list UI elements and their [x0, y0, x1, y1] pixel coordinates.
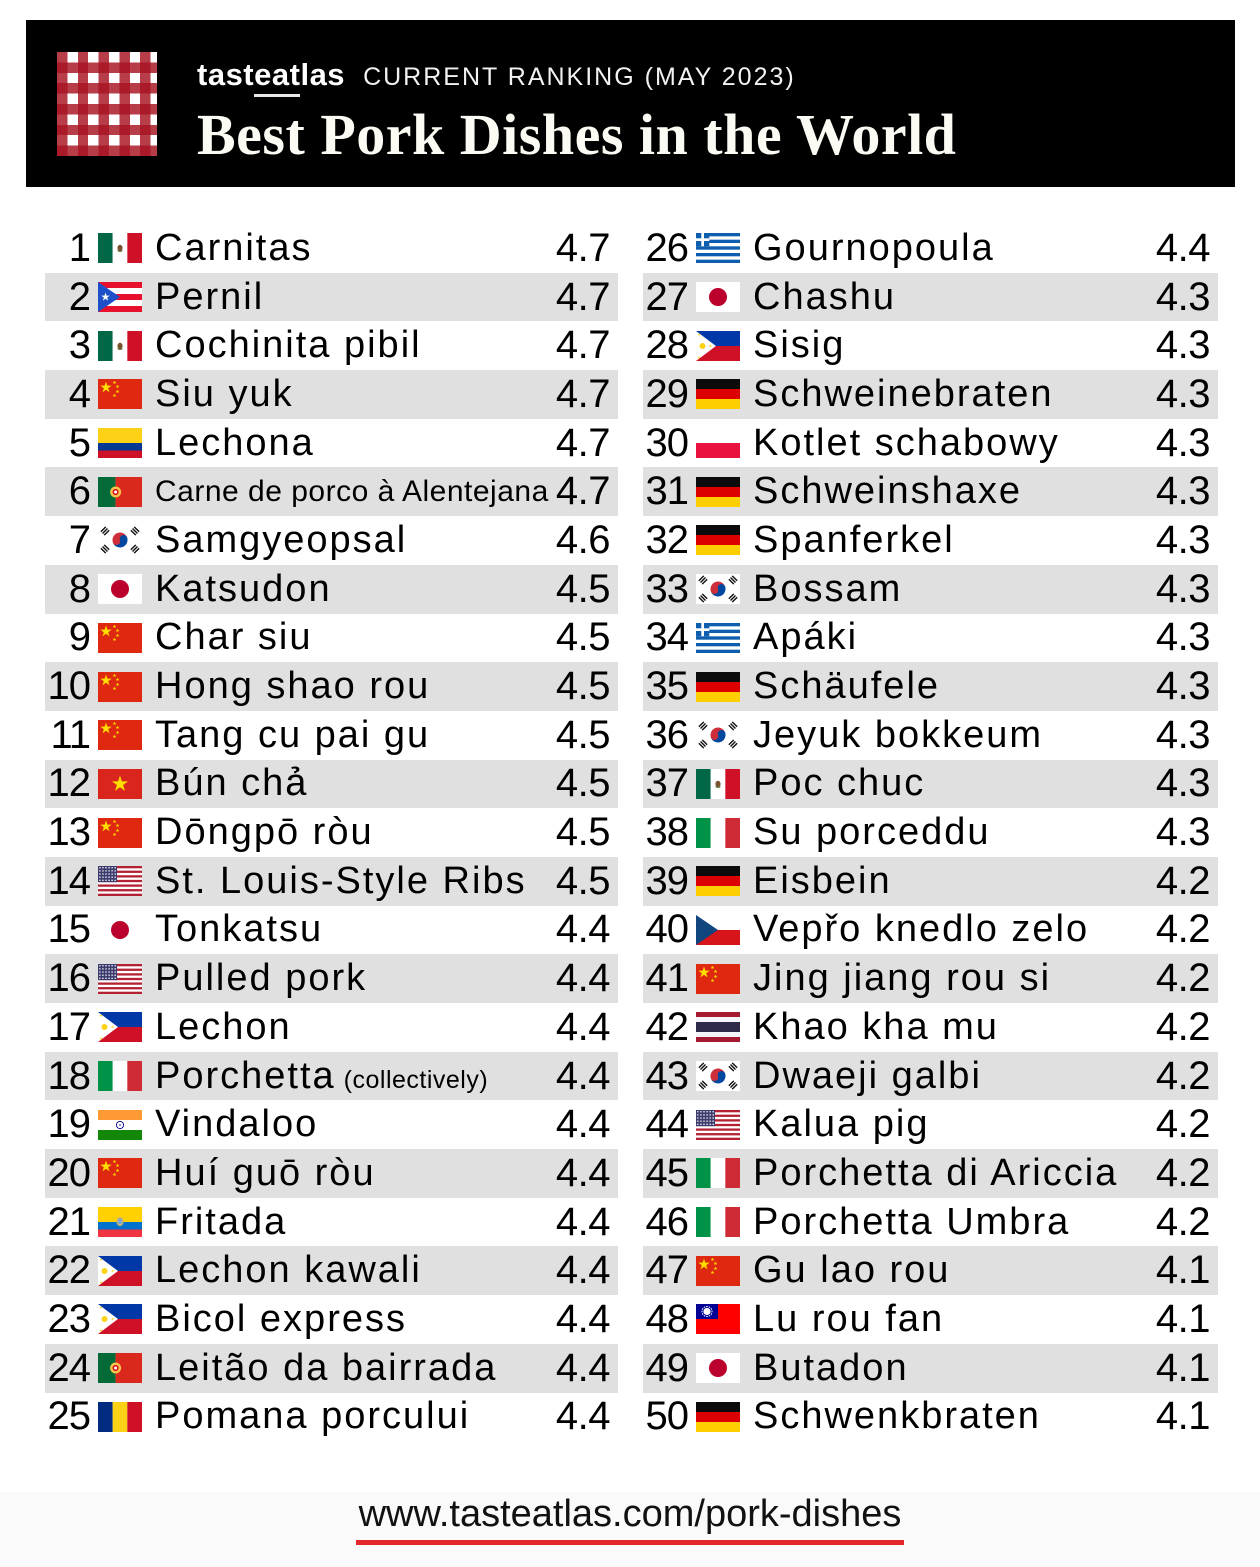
list-item [643, 1003, 1218, 1052]
rating-value: 4.3 [1155, 517, 1210, 562]
list-item [45, 711, 618, 760]
rating-value: 4.6 [555, 517, 610, 562]
dish-name: Khao kha mu [753, 1005, 999, 1048]
mexico-flag-icon [694, 769, 742, 799]
rank-label: 47 [645, 1248, 688, 1293]
rating-value: 4.4 [555, 956, 610, 1001]
rank-label: 37 [645, 761, 688, 806]
list-item [643, 1198, 1218, 1247]
rating-value: 4.7 [555, 371, 610, 416]
rank-label: 10 [47, 664, 90, 709]
dish-name: Siu yuk [155, 372, 294, 415]
italy-flag-icon [694, 818, 742, 848]
dish-name: Carne de porco à Alentejana [155, 474, 549, 508]
thailand-flag-icon [694, 1012, 742, 1042]
list-item [643, 565, 1218, 614]
rank-label: 15 [47, 907, 90, 952]
dish-name: Katsudon [155, 567, 332, 610]
rating-value: 4.7 [555, 323, 610, 368]
rank-label: 6 [68, 469, 90, 514]
rating-value: 4.2 [1155, 858, 1210, 903]
rating-value: 4.3 [1155, 615, 1210, 660]
list-item [643, 1246, 1218, 1295]
romania-flag-icon [96, 1402, 144, 1432]
list-item [45, 760, 618, 809]
dish-name: Hong shao rou [155, 665, 431, 708]
rank-label: 13 [47, 810, 90, 855]
dish-name-note: (collectively) [343, 1065, 489, 1094]
philippines-flag-icon [96, 1012, 144, 1042]
ranking-column-right [643, 224, 1218, 1441]
list-item [45, 614, 618, 663]
china-flag-icon [96, 818, 144, 848]
list-item [643, 273, 1218, 322]
rank-label: 30 [645, 420, 688, 465]
rank-label: 17 [47, 1004, 90, 1049]
dish-name: Bún chả [155, 762, 309, 805]
rank-label: 29 [645, 371, 688, 416]
rank-label: 42 [645, 1004, 688, 1049]
italy-flag-icon [694, 1207, 742, 1237]
czechia-flag-icon [694, 915, 742, 945]
list-item [643, 954, 1218, 1003]
dish-name: Porchetta Umbra [753, 1200, 1071, 1243]
list-item [45, 1100, 618, 1149]
list-item [45, 954, 618, 1003]
greece-flag-icon [694, 233, 742, 263]
rating-value: 4.4 [555, 1004, 610, 1049]
china-flag-icon [96, 1158, 144, 1188]
china-flag-icon [96, 720, 144, 750]
rating-value: 4.1 [1155, 1248, 1210, 1293]
rating-value: 4.5 [555, 761, 610, 806]
rating-value: 4.3 [1155, 274, 1210, 319]
philippines-flag-icon [96, 1304, 144, 1334]
list-item [643, 224, 1218, 273]
list-item [45, 1198, 618, 1247]
ranking-label: CURRENT RANKING (MAY 2023) [363, 63, 796, 91]
dish-name: Fritada [155, 1200, 288, 1243]
list-item [45, 321, 618, 370]
rank-label: 48 [645, 1296, 688, 1341]
rank-label: 43 [645, 1053, 688, 1098]
dish-name: Porchetta [155, 1054, 336, 1097]
rating-value: 4.4 [555, 1102, 610, 1147]
dish-name: Kotlet schabowy [753, 421, 1060, 464]
taiwan-flag-icon [694, 1304, 742, 1334]
dish-name: Bossam [753, 567, 903, 610]
usa-flag-icon [694, 1110, 742, 1140]
philippines-flag-icon [694, 331, 742, 361]
rating-value: 4.7 [555, 225, 610, 270]
dish-name: Sisig [753, 324, 846, 367]
rating-value: 4.5 [555, 615, 610, 660]
rank-label: 5 [68, 420, 90, 465]
url-underline [356, 1540, 904, 1545]
dish-name: Dōngpō ròu [155, 811, 374, 854]
list-item [45, 662, 618, 711]
rank-label: 16 [47, 956, 90, 1001]
list-item [643, 906, 1218, 955]
south-korea-flag-icon [694, 720, 742, 750]
rating-value: 4.2 [1155, 1102, 1210, 1147]
list-item [45, 1052, 618, 1101]
dish-name: Eisbein [753, 859, 892, 902]
dish-name: Pulled pork [155, 957, 368, 1000]
rating-value: 4.2 [1155, 1150, 1210, 1195]
rating-value: 4.4 [555, 1150, 610, 1195]
rank-label: 25 [47, 1394, 90, 1439]
list-item [643, 1149, 1218, 1198]
dish-name: Jing jiang rou si [753, 957, 1052, 1000]
rank-label: 50 [645, 1394, 688, 1439]
dish-name: Vepřo knedlo zelo [753, 908, 1090, 951]
rating-value: 4.7 [555, 469, 610, 514]
rank-label: 39 [645, 858, 688, 903]
dish-name: Tonkatsu [155, 908, 324, 951]
list-item [643, 1100, 1218, 1149]
dish-name: Chashu [753, 275, 896, 318]
rating-value: 4.2 [1155, 1004, 1210, 1049]
list-item [643, 662, 1218, 711]
list-item [45, 1246, 618, 1295]
list-item [45, 1344, 618, 1393]
germany-flag-icon [694, 525, 742, 555]
list-item [45, 565, 618, 614]
dish-name: Schweinshaxe [753, 470, 1023, 513]
rating-value: 4.5 [555, 712, 610, 757]
rating-value: 4.4 [555, 1394, 610, 1439]
page-title: Best Pork Dishes in the World [197, 102, 957, 167]
rank-label: 26 [645, 225, 688, 270]
rating-value: 4.4 [555, 1199, 610, 1244]
greece-flag-icon [694, 623, 742, 653]
rank-label: 45 [645, 1150, 688, 1195]
mexico-flag-icon [96, 233, 144, 263]
rating-value: 4.3 [1155, 469, 1210, 514]
dish-name: Gournopoula [753, 226, 995, 269]
rank-label: 9 [68, 615, 90, 660]
dish-name: Tang cu pai gu [155, 713, 431, 756]
rank-label: 19 [47, 1102, 90, 1147]
list-item [643, 760, 1218, 809]
rank-label: 31 [645, 469, 688, 514]
rank-label: 46 [645, 1199, 688, 1244]
rating-value: 4.1 [1155, 1296, 1210, 1341]
footer [0, 1492, 1260, 1567]
dish-name: St. Louis-Style Ribs [155, 859, 527, 902]
dish-name: Huí guō ròu [155, 1151, 376, 1194]
dish-name: Kalua pig [753, 1103, 930, 1146]
dish-name: Poc chuc [753, 762, 926, 805]
germany-flag-icon [694, 477, 742, 507]
usa-flag-icon [96, 964, 144, 994]
dish-name: Su porceddu [753, 811, 991, 854]
germany-flag-icon [694, 1402, 742, 1432]
rating-value: 4.2 [1155, 1053, 1210, 1098]
dish-name: Vindaloo [155, 1103, 319, 1146]
rank-label: 36 [645, 712, 688, 757]
dish-name: Spanferkel [753, 518, 955, 561]
list-item [643, 1052, 1218, 1101]
rating-value: 4.5 [555, 810, 610, 855]
list-item [45, 1003, 618, 1052]
dish-name: Bicol express [155, 1297, 407, 1340]
rating-value: 4.1 [1155, 1394, 1210, 1439]
rank-label: 27 [645, 274, 688, 319]
wordmark-part: tast [197, 57, 255, 92]
rating-value: 4.1 [1155, 1345, 1210, 1390]
tasteatlas-wordmark [197, 57, 345, 97]
rank-label: 12 [47, 761, 90, 806]
rating-value: 4.3 [1155, 566, 1210, 611]
rank-label: 32 [645, 517, 688, 562]
vietnam-flag-icon [96, 769, 144, 799]
colombia-flag-icon [96, 428, 144, 458]
list-item [643, 1393, 1218, 1442]
list-item [643, 711, 1218, 760]
list-item [45, 857, 618, 906]
rating-value: 4.5 [555, 858, 610, 903]
list-item [643, 614, 1218, 663]
rank-label: 14 [47, 858, 90, 903]
list-item [643, 419, 1218, 468]
dish-name: Apáki [753, 616, 859, 659]
dish-name: Butadon [753, 1346, 909, 1389]
rating-value: 4.4 [1155, 225, 1210, 270]
list-item [45, 273, 618, 322]
rating-value: 4.4 [555, 1248, 610, 1293]
list-item [45, 467, 618, 516]
south-korea-flag-icon [694, 574, 742, 604]
rank-label: 44 [645, 1102, 688, 1147]
rating-value: 4.2 [1155, 1199, 1210, 1244]
china-flag-icon [694, 1256, 742, 1286]
rank-label: 11 [50, 712, 90, 757]
list-item [45, 1393, 618, 1442]
list-item [643, 808, 1218, 857]
rank-label: 49 [645, 1345, 688, 1390]
portugal-flag-icon [96, 1353, 144, 1383]
list-item [643, 467, 1218, 516]
dish-name: Carnitas [155, 226, 313, 269]
philippines-flag-icon [96, 1256, 144, 1286]
list-item [643, 370, 1218, 419]
rank-label: 3 [68, 323, 90, 368]
ranking-column-left [45, 224, 618, 1441]
portugal-flag-icon [96, 477, 144, 507]
rating-value: 4.3 [1155, 761, 1210, 806]
rank-label: 7 [68, 517, 90, 562]
rating-value: 4.3 [1155, 664, 1210, 709]
dish-name: Lu rou fan [753, 1297, 945, 1340]
rank-label: 41 [645, 956, 688, 1001]
japan-flag-icon [96, 574, 144, 604]
south-korea-flag-icon [694, 1061, 742, 1091]
list-item [643, 1344, 1218, 1393]
wordmark-part: las [300, 57, 346, 92]
rating-value: 4.5 [555, 566, 610, 611]
list-item [45, 1295, 618, 1344]
rating-value: 4.4 [555, 1053, 610, 1098]
list-item [45, 224, 618, 273]
rating-value: 4.5 [555, 664, 610, 709]
dish-name: Pernil [155, 275, 265, 318]
germany-flag-icon [694, 866, 742, 896]
list-item [45, 516, 618, 565]
tasteatlas-logo [57, 52, 157, 156]
list-item [643, 1295, 1218, 1344]
list-item [45, 906, 618, 955]
china-flag-icon [96, 672, 144, 702]
dish-name: Leitão da bairrada [155, 1346, 498, 1389]
germany-flag-icon [694, 379, 742, 409]
puerto-rico-flag-icon [96, 282, 144, 312]
list-item [45, 808, 618, 857]
wordmark-underlined-part: eat [254, 57, 300, 97]
rank-label: 4 [68, 371, 90, 416]
list-item [643, 321, 1218, 370]
list-item [643, 516, 1218, 565]
rank-label: 23 [47, 1296, 90, 1341]
list-item [45, 1149, 618, 1198]
rank-label: 38 [645, 810, 688, 855]
rating-value: 4.2 [1155, 907, 1210, 952]
rank-label: 40 [645, 907, 688, 952]
china-flag-icon [96, 623, 144, 653]
ecuador-flag-icon [96, 1207, 144, 1237]
dish-name: Schäufele [753, 665, 941, 708]
list-item [45, 419, 618, 468]
dish-name: Lechon kawali [155, 1249, 422, 1292]
rank-label: 22 [47, 1248, 90, 1293]
rank-label: 33 [645, 566, 688, 611]
dish-name: Dwaeji galbi [753, 1054, 982, 1097]
dish-name: Pomana porcului [155, 1395, 471, 1438]
dish-name: Cochinita pibil [155, 324, 422, 367]
dish-name: Lechona [155, 421, 315, 464]
rank-label: 1 [68, 225, 90, 270]
rank-label: 34 [645, 615, 688, 660]
dish-name: Schwenkbraten [753, 1395, 1041, 1438]
list-item [45, 370, 618, 419]
italy-flag-icon [96, 1061, 144, 1091]
usa-flag-icon [96, 866, 144, 896]
poland-flag-icon [694, 428, 742, 458]
germany-flag-icon [694, 672, 742, 702]
india-flag-icon [96, 1110, 144, 1140]
dish-name: Gu lao rou [753, 1249, 951, 1292]
rank-label: 18 [47, 1053, 90, 1098]
rank-label: 8 [68, 566, 90, 611]
rating-value: 4.3 [1155, 712, 1210, 757]
rank-label: 21 [47, 1199, 90, 1244]
china-flag-icon [96, 379, 144, 409]
rating-value: 4.3 [1155, 371, 1210, 416]
rating-value: 4.3 [1155, 810, 1210, 855]
rank-label: 35 [645, 664, 688, 709]
rating-value: 4.4 [555, 1296, 610, 1341]
china-flag-icon [694, 964, 742, 994]
japan-flag-icon [96, 915, 144, 945]
rating-value: 4.3 [1155, 323, 1210, 368]
site-url[interactable]: www.tasteatlas.com/pork-dishes [358, 1493, 902, 1535]
dish-name: Samgyeopsal [155, 518, 408, 561]
rating-value: 4.4 [555, 907, 610, 952]
dish-name: Lechon [155, 1005, 292, 1048]
rank-label: 24 [47, 1345, 90, 1390]
rating-value: 4.7 [555, 274, 610, 319]
list-item [643, 857, 1218, 906]
dish-name: Jeyuk bokkeum [753, 713, 1044, 756]
dish-name: Schweinebraten [753, 372, 1054, 415]
japan-flag-icon [694, 282, 742, 312]
mexico-flag-icon [96, 331, 144, 361]
dish-name: Char siu [155, 616, 313, 659]
rank-label: 28 [645, 323, 688, 368]
dish-name: Porchetta di Ariccia [753, 1151, 1119, 1194]
rating-value: 4.7 [555, 420, 610, 465]
japan-flag-icon [694, 1353, 742, 1383]
rating-value: 4.4 [555, 1345, 610, 1390]
header-banner [26, 20, 1235, 187]
south-korea-flag-icon [96, 525, 144, 555]
rating-value: 4.2 [1155, 956, 1210, 1001]
italy-flag-icon [694, 1158, 742, 1188]
rating-value: 4.3 [1155, 420, 1210, 465]
rank-label: 20 [47, 1150, 90, 1195]
rank-label: 2 [68, 274, 90, 319]
